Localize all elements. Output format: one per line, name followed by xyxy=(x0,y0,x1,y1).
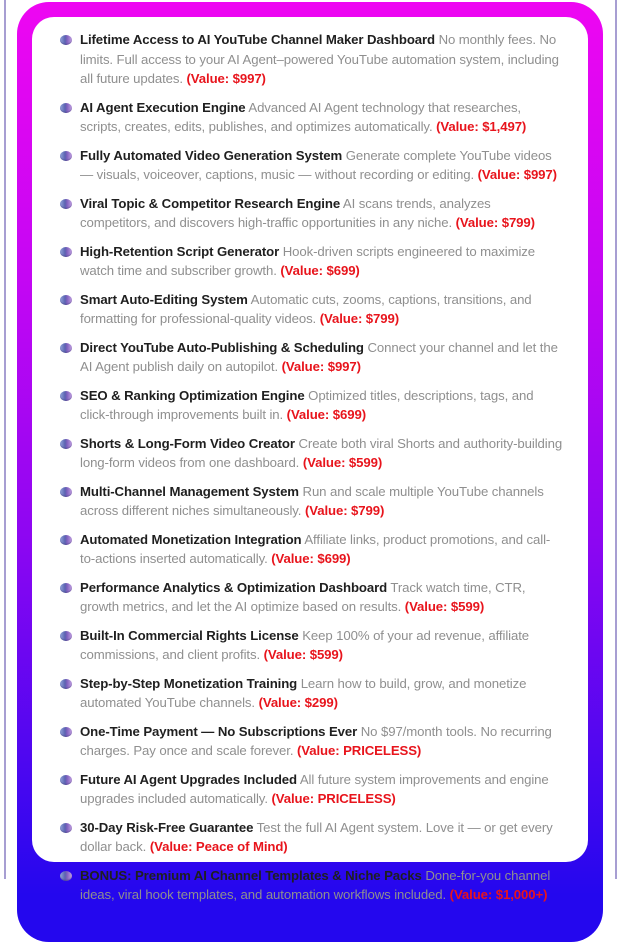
benefit-item xyxy=(60,674,564,713)
gem-bullet-icon xyxy=(60,343,72,353)
benefit-description: No $97/month tools. No recurring charges. Pay once and scale forever. xyxy=(80,723,552,758)
gem-bullet-icon xyxy=(60,199,72,209)
gem-bullet-icon xyxy=(60,247,72,257)
benefit-title: Automated Monetization Integration xyxy=(80,531,302,547)
benefit-value: (Value: $1,000+) xyxy=(449,887,548,902)
benefit-item xyxy=(60,482,564,521)
benefit-value: (Value: $799) xyxy=(304,503,385,518)
benefit-description: AI scans trends, analyzes competitors, and discovers high-traffic opportunities in any niche. xyxy=(80,195,491,230)
benefit-item xyxy=(60,386,564,425)
benefit-title: Viral Topic & Competitor Research Engine xyxy=(80,195,341,211)
benefit-value: (Value: $997) xyxy=(281,359,361,374)
gem-bullet-icon xyxy=(60,439,72,449)
page-left-border-line xyxy=(4,0,6,879)
benefit-title: High-Retention Script Generator xyxy=(80,243,280,259)
benefit-description: Done-for-you channel ideas, viral hook templates, and automation workflows included. xyxy=(80,867,551,902)
benefit-item xyxy=(60,626,564,665)
benefit-text xyxy=(80,818,564,857)
benefit-text xyxy=(80,98,564,137)
gem-bullet-icon xyxy=(60,391,72,401)
benefit-value: (Value: $299) xyxy=(258,695,338,710)
gem-bullet-icon xyxy=(60,103,72,113)
benefit-text xyxy=(80,146,564,185)
benefit-item xyxy=(60,578,564,617)
benefit-item xyxy=(60,338,564,377)
gem-bullet-icon xyxy=(60,535,72,545)
benefit-item xyxy=(60,722,564,761)
benefit-text xyxy=(80,530,564,569)
benefit-text xyxy=(80,866,564,905)
benefit-title: Fully Automated Video Generation System xyxy=(80,147,343,163)
benefit-text xyxy=(80,242,564,281)
benefit-description: Hook-driven scripts engineered to maximize watch time and subscriber growth. xyxy=(80,243,536,278)
benefit-item xyxy=(60,866,564,905)
benefit-item xyxy=(60,290,564,329)
benefit-value: (Value: $599) xyxy=(302,455,383,470)
gem-bullet-icon xyxy=(60,679,72,689)
benefit-text xyxy=(80,290,564,329)
gem-bullet-icon xyxy=(60,631,72,641)
benefit-description: Learn how to build, grow, and monetize automated YouTube channels. xyxy=(80,675,527,710)
benefit-value: (Value: $799) xyxy=(455,215,535,230)
benefit-item xyxy=(60,434,564,473)
gem-bullet-icon xyxy=(60,775,72,785)
gradient-border-frame xyxy=(17,2,603,942)
benefit-description: Generate complete YouTube videos — visuals, voiceover, captions, music — without recording or editing. xyxy=(80,147,552,182)
benefit-item xyxy=(60,530,564,569)
benefit-value: (Value: $599) xyxy=(404,599,485,614)
benefit-description: Keep 100% of your ad revenue, affiliate commissions, and client profits. xyxy=(80,627,530,662)
benefit-value: (Value: PRICELESS) xyxy=(296,743,422,758)
benefit-text xyxy=(80,194,564,233)
benefit-value: (Value: $699) xyxy=(271,551,351,566)
benefit-title: Lifetime Access to AI YouTube Channel Maker Dashboard xyxy=(80,32,435,47)
benefit-title: 30-Day Risk-Free Guarantee xyxy=(80,819,254,835)
gem-bullet-icon xyxy=(60,823,72,833)
benefit-description: Test the full AI Agent system. Love it — or get every dollar back. xyxy=(80,819,553,854)
benefit-text xyxy=(80,338,564,377)
gem-bullet-icon xyxy=(60,727,72,737)
benefit-text xyxy=(80,30,564,89)
benefit-description: No monthly fees. No limits. Full access to your AI Agent–powered YouTube automation system, including all future updates. xyxy=(80,32,559,86)
gem-bullet-icon xyxy=(60,487,72,497)
benefits-card xyxy=(32,17,588,902)
benefit-text xyxy=(80,434,564,473)
benefit-description: Create both viral Shorts and authority-building long-form videos from one dashboard. xyxy=(80,435,563,470)
benefit-title: Direct YouTube Auto-Publishing & Scheduling xyxy=(80,339,364,355)
page-right-border-line xyxy=(615,0,617,879)
benefit-text xyxy=(80,482,564,521)
benefits-list xyxy=(60,30,564,905)
benefit-value: (Value: $1,497) xyxy=(436,119,527,134)
benefit-title: Step-by-Step Monetization Training xyxy=(80,675,298,691)
benefit-value: (Value: $997) xyxy=(477,167,557,182)
benefit-value: (Value: $799) xyxy=(319,311,400,326)
benefit-value: (Value: $699) xyxy=(280,263,360,278)
benefit-description: Optimized titles, descriptions, tags, and click-through improvements built in. xyxy=(80,387,534,422)
gem-bullet-icon xyxy=(60,583,72,593)
benefit-description: Track watch time, CTR, growth metrics, and let the AI optimize based on results. xyxy=(80,579,526,614)
benefit-title: Performance Analytics & Optimization Dashboard xyxy=(80,579,388,595)
benefit-text xyxy=(80,578,564,617)
benefit-item xyxy=(60,146,564,185)
benefit-value: (Value: $599) xyxy=(263,647,343,662)
gem-bullet-icon xyxy=(60,295,72,305)
benefit-item xyxy=(60,30,564,89)
benefit-text xyxy=(80,722,564,761)
benefit-title: Built-In Commercial Rights License xyxy=(80,627,299,643)
benefit-description: Run and scale multiple YouTube channels across different niches simultaneously. xyxy=(80,483,544,518)
benefit-description: Connect your channel and let the AI Agent publish daily on autopilot. xyxy=(80,339,558,374)
benefit-title: AI Agent Execution Engine xyxy=(80,99,246,115)
benefit-title: One-Time Payment — No Subscriptions Ever xyxy=(80,723,358,739)
benefit-description: Advanced AI Agent technology that researches, scripts, creates, edits, publishes, and optimizes automatically. xyxy=(80,99,521,134)
benefit-title: Multi-Channel Management System xyxy=(80,483,299,499)
benefit-text xyxy=(80,626,564,665)
benefit-description: Affiliate links, product promotions, and call-to-actions inserted automatically. xyxy=(80,531,551,566)
benefit-value: (Value: PRICELESS) xyxy=(271,791,396,806)
benefit-title: SEO & Ranking Optimization Engine xyxy=(80,387,305,403)
benefit-item xyxy=(60,242,564,281)
benefit-item xyxy=(60,98,564,137)
benefit-value: (Value: Peace of Mind) xyxy=(149,839,288,854)
gem-bullet-icon xyxy=(60,871,72,881)
benefit-value: (Value: $997) xyxy=(186,71,266,86)
benefit-title: Future AI Agent Upgrades Included xyxy=(80,771,297,787)
benefit-title: BONUS: Premium AI Channel Templates & Niche Packs xyxy=(80,867,422,883)
benefit-description: All future system improvements and engine upgrades included automatically. xyxy=(80,771,549,806)
benefit-text xyxy=(80,674,564,713)
benefit-value: (Value: $699) xyxy=(286,407,367,422)
benefit-title: Shorts & Long-Form Video Creator xyxy=(80,435,295,451)
gem-bullet-icon xyxy=(60,35,72,45)
benefit-item xyxy=(60,194,564,233)
benefit-text xyxy=(80,386,564,425)
benefit-item xyxy=(60,770,564,809)
benefit-text xyxy=(80,770,564,809)
benefit-title: Smart Auto-Editing System xyxy=(80,291,248,307)
gem-bullet-icon xyxy=(60,151,72,161)
benefit-item xyxy=(60,818,564,857)
benefit-description: Automatic cuts, zooms, captions, transitions, and formatting for professional-quality videos. xyxy=(80,291,532,326)
